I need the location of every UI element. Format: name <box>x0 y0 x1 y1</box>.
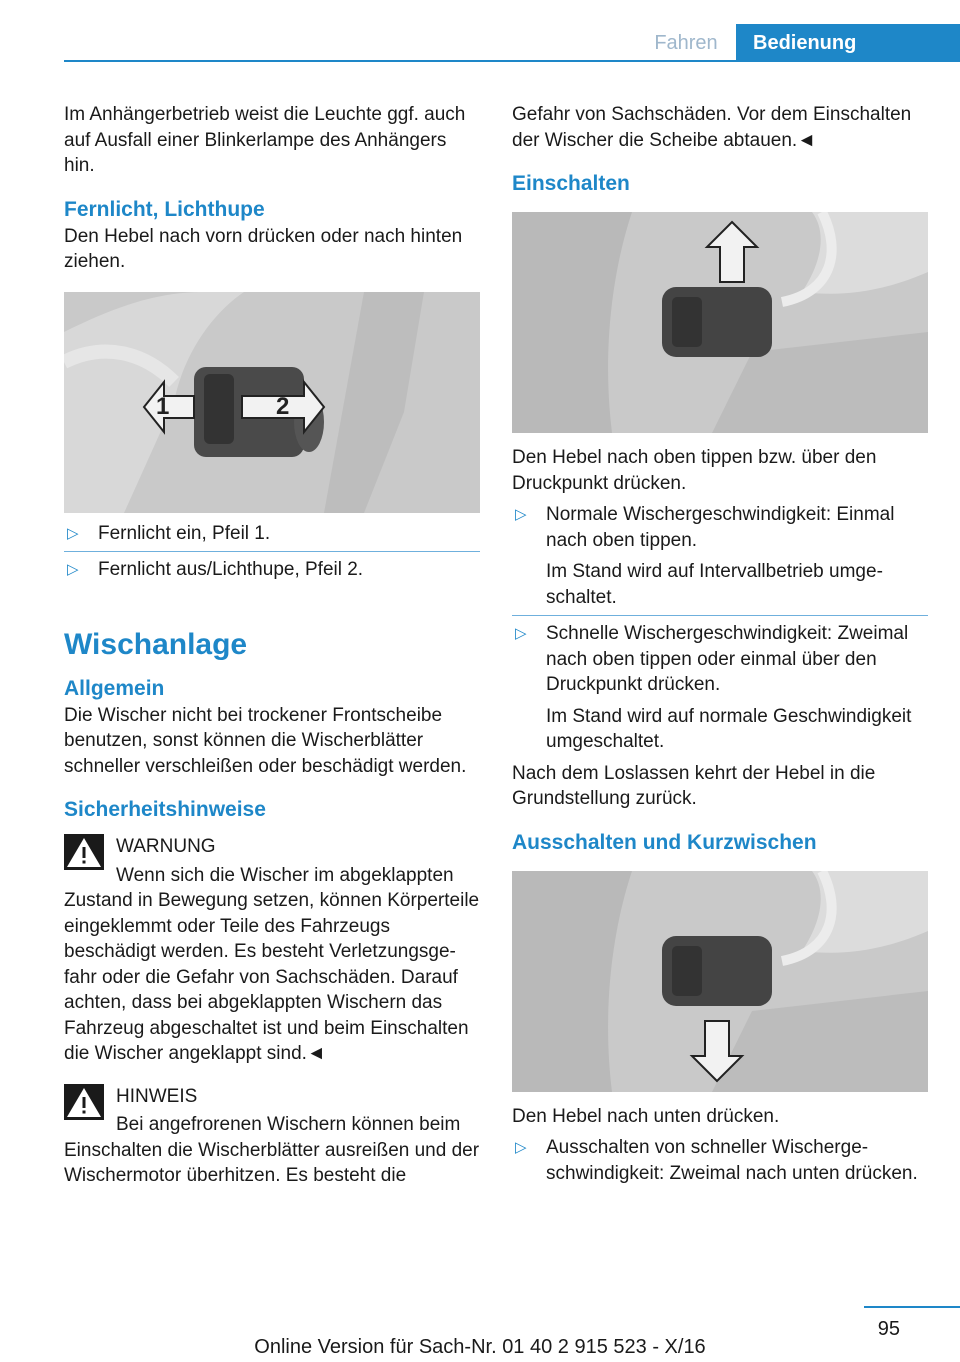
footer-rule <box>864 1306 960 1308</box>
ausschalten-figure <box>512 871 928 1092</box>
list-subtext: Im Stand wird auf normale Geschwindigkeit umgeschaltet. <box>546 705 912 752</box>
fernlicht-text: Den Hebel nach vorn drücken oder nach hinten ziehen. <box>64 225 463 272</box>
sicherheit-heading: Sicherheitshinweise <box>64 798 266 821</box>
wischanlage-heading: Wischanlage <box>64 627 248 661</box>
hinweis-title: HINWEIS <box>116 1085 198 1107</box>
hinweis-text: Einschalten die Wischerblätter ausreißen und der Wischermotor überhitzen. Es besteht die <box>64 1139 480 1186</box>
warning-first-line: Wenn sich die Wischer im abgeklappten <box>116 864 454 886</box>
ausschalten-text: Den Hebel nach unten drücken. <box>512 1105 780 1127</box>
continued-text: Gefahr von Sachschäden. Vor dem Einschalten der Wischer die Scheibe abtauen.◄ <box>512 104 912 151</box>
list-divider <box>512 615 928 616</box>
warning-box <box>64 834 480 1067</box>
list-item: ▷ Fernlicht aus/Lichthupe, Pfeil 2. <box>64 557 480 583</box>
list-divider <box>64 551 480 552</box>
fernlicht-figure <box>64 292 480 513</box>
list-item: ▷ Ausschalten von schneller Wischergeschwindigkeit: Zweimal nach unten drücken. <box>515 1137 918 1184</box>
warning-text: Zustand in Bewegung setzen, können Körperteile eingeklemmt oder Teile des Fahrzeugs beschädigt werden. Es besteht Verletzungsgefahr oder die Gefahr von Sachschäden. Darauf achten, dass bei abgeklappten Wischern das Fahrzeug abgeschaltet ist und beim Einschalten die Wischer angeklappt sind.◄ <box>64 890 480 1064</box>
hinweis-box <box>64 1084 480 1189</box>
allgemein-heading: Allgemein <box>64 676 165 700</box>
einschalten-text: Den Hebel nach oben tippen bzw. über den Druckpunkt drücken. <box>512 447 877 494</box>
warning-icon <box>64 834 104 870</box>
list-item: ▷ Fernlicht ein, Pfeil 1. <box>64 521 480 547</box>
ausschalten-heading: Ausschalten und Kurzwischen <box>512 830 817 854</box>
einschalten-list-2 <box>512 621 928 698</box>
list-subtext: Im Stand wird auf Intervallbetrieb umgeschaltet. <box>546 561 883 608</box>
einschalten-list <box>512 502 928 553</box>
warning-icon <box>64 1084 104 1120</box>
footer-online-version: Online Version für Sach-Nr. 01 40 2 915 523 - X/16 <box>254 1336 706 1358</box>
left-column <box>64 102 480 1189</box>
triangle-bullet-icon: ▷ <box>515 506 527 523</box>
release-text: Nach dem Loslassen kehrt der Hebel in die Grundstellung zurück. <box>512 762 876 809</box>
triangle-bullet-icon: ▷ <box>515 625 527 642</box>
tab-fahren[interactable]: Fahren <box>654 31 718 54</box>
fernlicht-list <box>64 521 480 583</box>
allgemein-text: Die Wischer nicht bei trockener Frontscheibe benutzen, sonst können die Wischerblätter schneller verschleißen oder beschädigt werden. <box>64 704 467 777</box>
fernlicht-heading: Fernlicht, Lichthupe <box>64 197 265 221</box>
ausschalten-list <box>512 1135 928 1186</box>
triangle-bullet-icon: ▷ <box>515 1139 527 1156</box>
right-column <box>512 102 928 1186</box>
triangle-bullet-icon: ▷ <box>67 561 79 578</box>
tab-bedienung[interactable]: Bedienung <box>736 24 960 62</box>
list-item: ▷ Normale Wischergeschwindigkeit: Einmal nach oben tippen. <box>515 504 895 551</box>
triangle-bullet-icon: ▷ <box>67 524 79 542</box>
intro-text: Im Anhängerbetrieb weist die Leuchte ggf. auch auf Ausfall einer Blinkerlampe des Anhängers hin. <box>64 104 466 176</box>
einschalten-heading: Einschalten <box>512 172 630 195</box>
header-rule <box>64 60 960 62</box>
list-item: ▷ Schnelle Wischergeschwindigkeit: Zweimal nach oben tippen oder einmal über den Druckpunkt drücken. <box>515 623 909 695</box>
einschalten-figure <box>512 212 928 433</box>
arrow-1-label: 1 <box>156 392 170 420</box>
warning-title: WARNUNG <box>116 836 216 857</box>
page-number: 95 <box>877 1318 900 1340</box>
arrow-2-label: 2 <box>276 392 290 420</box>
hinweis-first-line: Bei angefrorenen Wischern können beim <box>116 1114 461 1135</box>
